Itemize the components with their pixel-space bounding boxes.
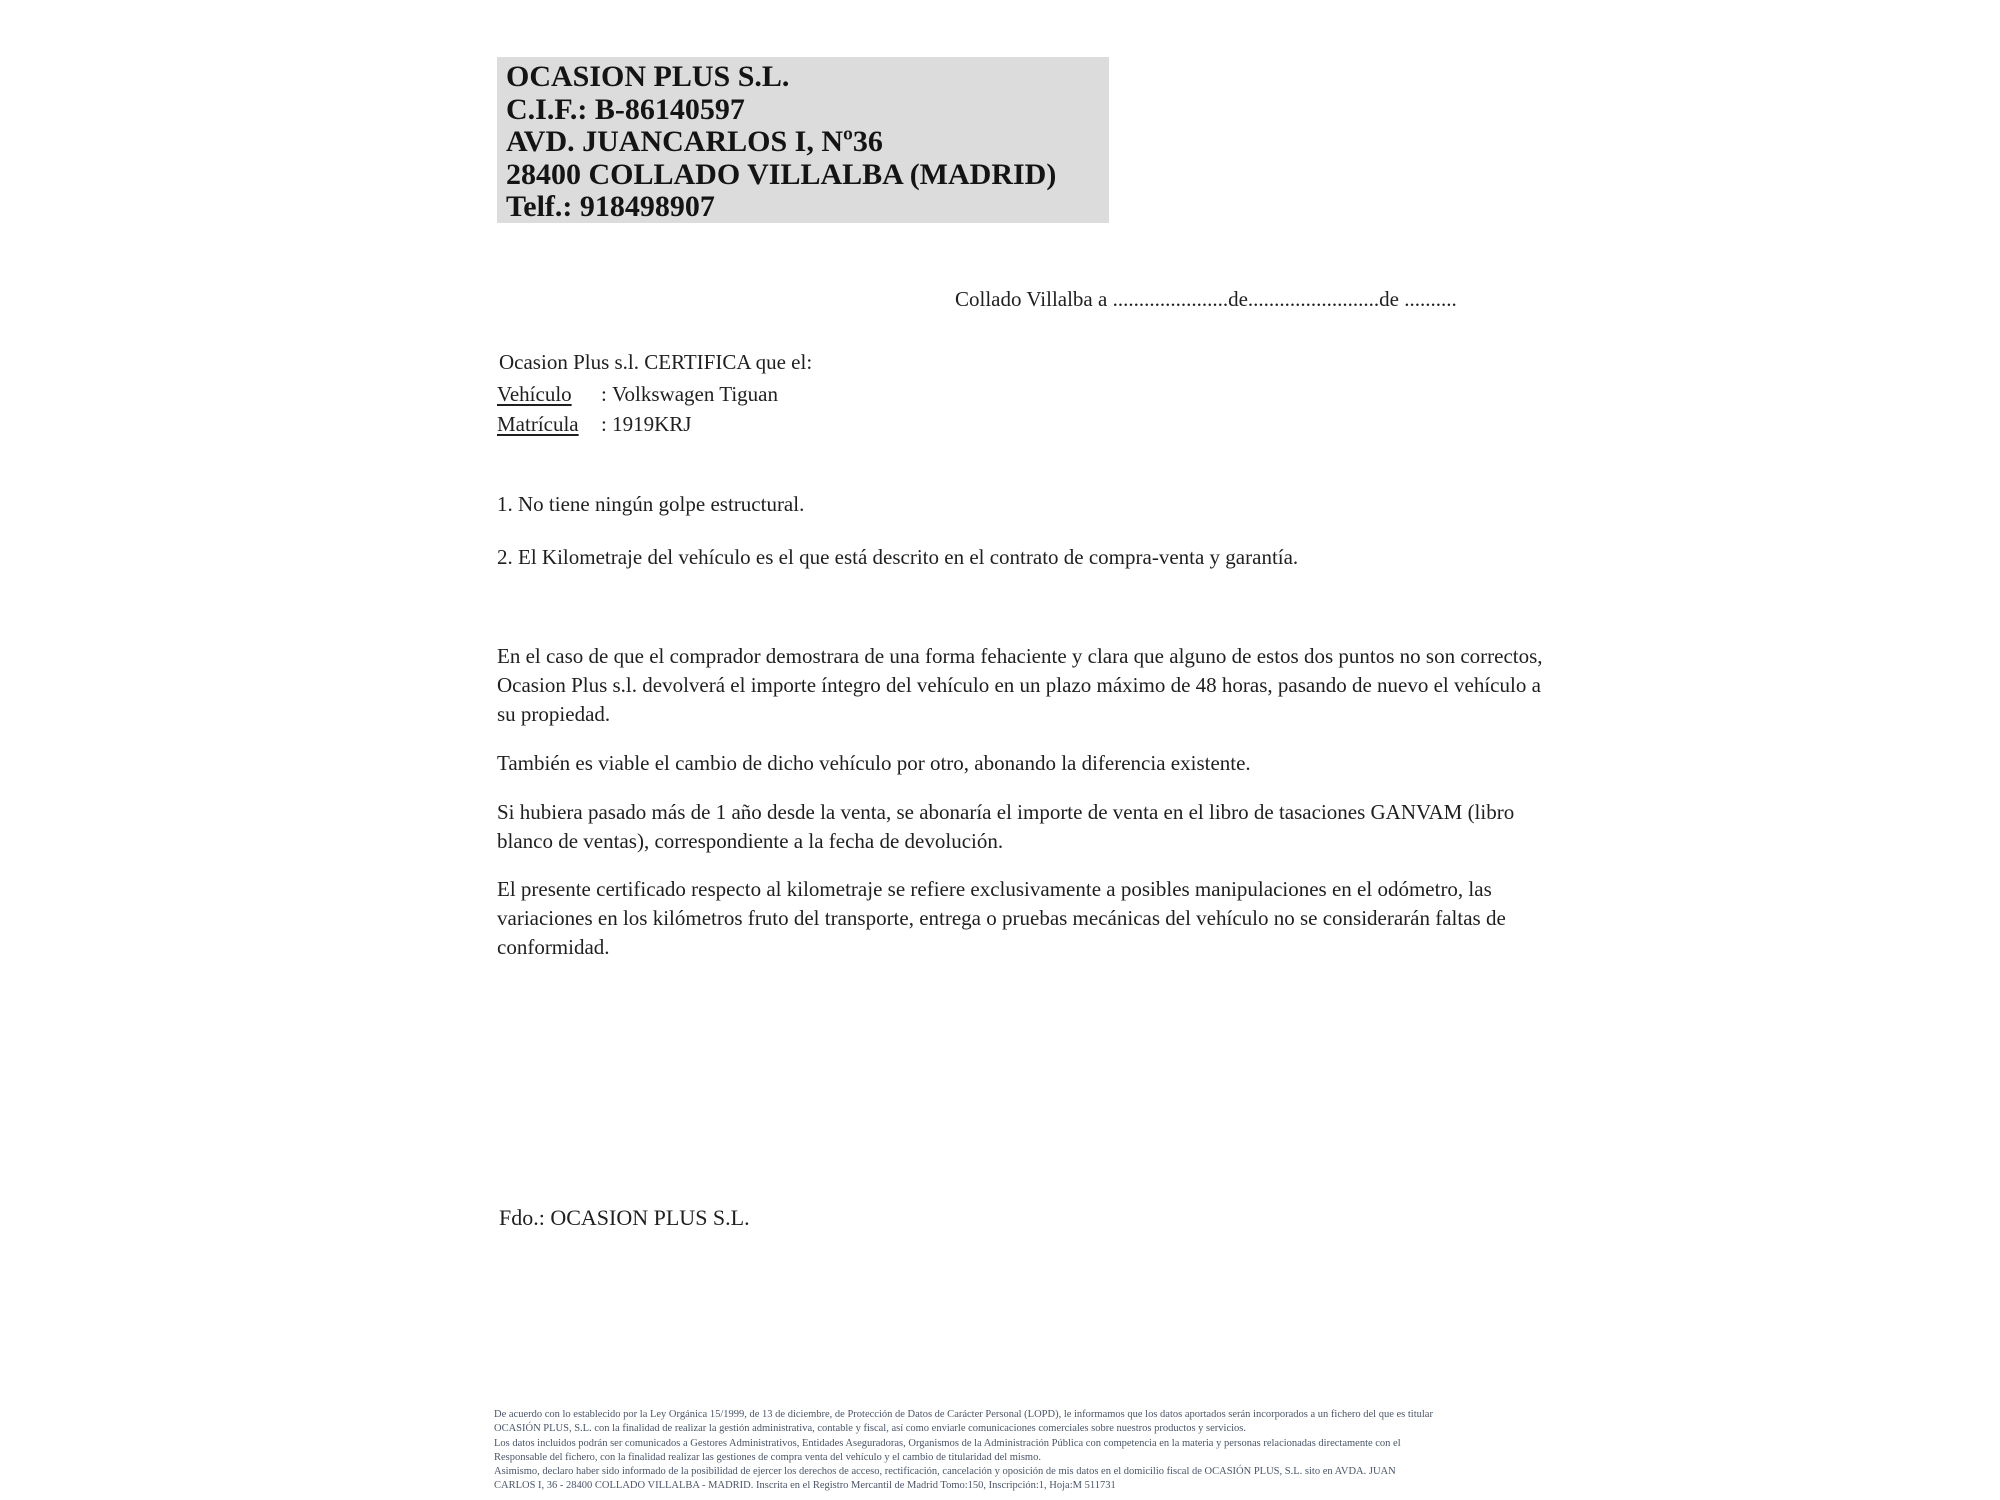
vehicle-field-separator: : (601, 382, 607, 406)
legal-footer-line: De acuerdo con lo establecido por la Ley Orgánica 15/1999, de 13 de diciembre, de Protección de Datos de Carácter Personal (LOPD), le informamos que los datos aportados serán incorporados a un fichero del que es titular (494, 1409, 1433, 1420)
legal-footer (494, 1408, 1994, 1494)
plate-field-separator: : (601, 412, 607, 436)
paragraph-refund-terms: En el caso de que el comprador demostrara de una forma fehaciente y clara que alguno de estos dos puntos no son correctos, Ocasion Plus s.l. devolverá el importe íntegro del vehículo en un plazo máximo de 48 horas, pasando de nuevo el vehículo a su propiedad. (497, 644, 1543, 726)
certify-point-1: 1. No tiene ningún golpe estructural. (497, 492, 805, 516)
company-header-box (497, 57, 1109, 223)
company-cif: C.I.F.: B-86140597 (506, 92, 745, 126)
certify-intro: Ocasion Plus s.l. CERTIFICA que el: (499, 350, 813, 374)
paragraph-odometer-scope: El presente certificado respecto al kilometraje se refiere exclusivamente a posibles manipulaciones en el odómetro, las variaciones en los kilómetros fruto del transporte, entrega o pruebas mecánicas del vehículo no se considerarán faltas de conformidad. (497, 877, 1506, 959)
vehicle-field-row (497, 382, 778, 407)
company-city: 28400 COLLADO VILLALBA (MADRID) (506, 157, 1057, 191)
legal-footer-line: Responsable del fichero, con la finalidad realizar las gestiones de compra venta del vehículo y el cambio de titularidad del mismo. (494, 1451, 1041, 1463)
signature-line: Fdo.: OCASION PLUS S.L. (499, 1205, 750, 1230)
company-address: AVD. JUANCARLOS I, Nº36 (506, 125, 883, 158)
plate-field-label: Matrícula (497, 412, 579, 436)
company-name: OCASION PLUS S.L. (506, 60, 790, 93)
certify-point-2: 2. El Kilometraje del vehículo es el que está descrito en el contrato de compra-venta y garantía. (497, 545, 1299, 569)
paragraph-exchange-option: También es viable el cambio de dicho vehículo por otro, abonando la diferencia existente. (497, 751, 1251, 775)
legal-footer-line: CARLOS I, 36 - 28400 COLLADO VILLALBA - MADRID. Inscrita en el Registro Mercantil de Madrid Tomo:150, Inscripción:1, Hoja:M 511731 (494, 1480, 1116, 1492)
plate-field-row (497, 412, 691, 437)
vehicle-field-value: Volkswagen Tiguan (612, 382, 778, 406)
legal-footer-line: Asimismo, declaro haber sido informado de la posibilidad de ejercer los derechos de acceso, rectificación, cancelación y oposición de mis datos en el domicilio fiscal de OCASIÓN PLUS, S.L. sito en AVDA. JUAN (494, 1466, 1396, 1478)
paragraph-ganvam-valuation: Si hubiera pasado más de 1 año desde la venta, se abonaría el importe de venta en el libro de tasaciones GANVAM (libro blanco de ventas), correspondiente a la fecha de devolución. (497, 800, 1515, 853)
vehicle-field-label: Vehículo (497, 382, 572, 406)
legal-footer-line: OCASIÓN PLUS, S.L. con la finalidad de realizar la gestión administrativa, contable y fiscal, así como enviarle comunicaciones comerciales sobre nuestros productos y servicios. (494, 1423, 1246, 1435)
legal-footer-line: Los datos incluidos podrán ser comunicados a Gestores Administrativos, Entidades Aseguradoras, Organismos de la Administración Pública con competencia en la materia y personas relacionadas directamente con el (494, 1437, 1401, 1449)
date-line: Collado Villalba a ......................de.........................de .......... (955, 287, 1457, 311)
company-phone: Telf.: 918498907 (506, 190, 715, 223)
plate-field-value: 1919KRJ (612, 412, 692, 436)
